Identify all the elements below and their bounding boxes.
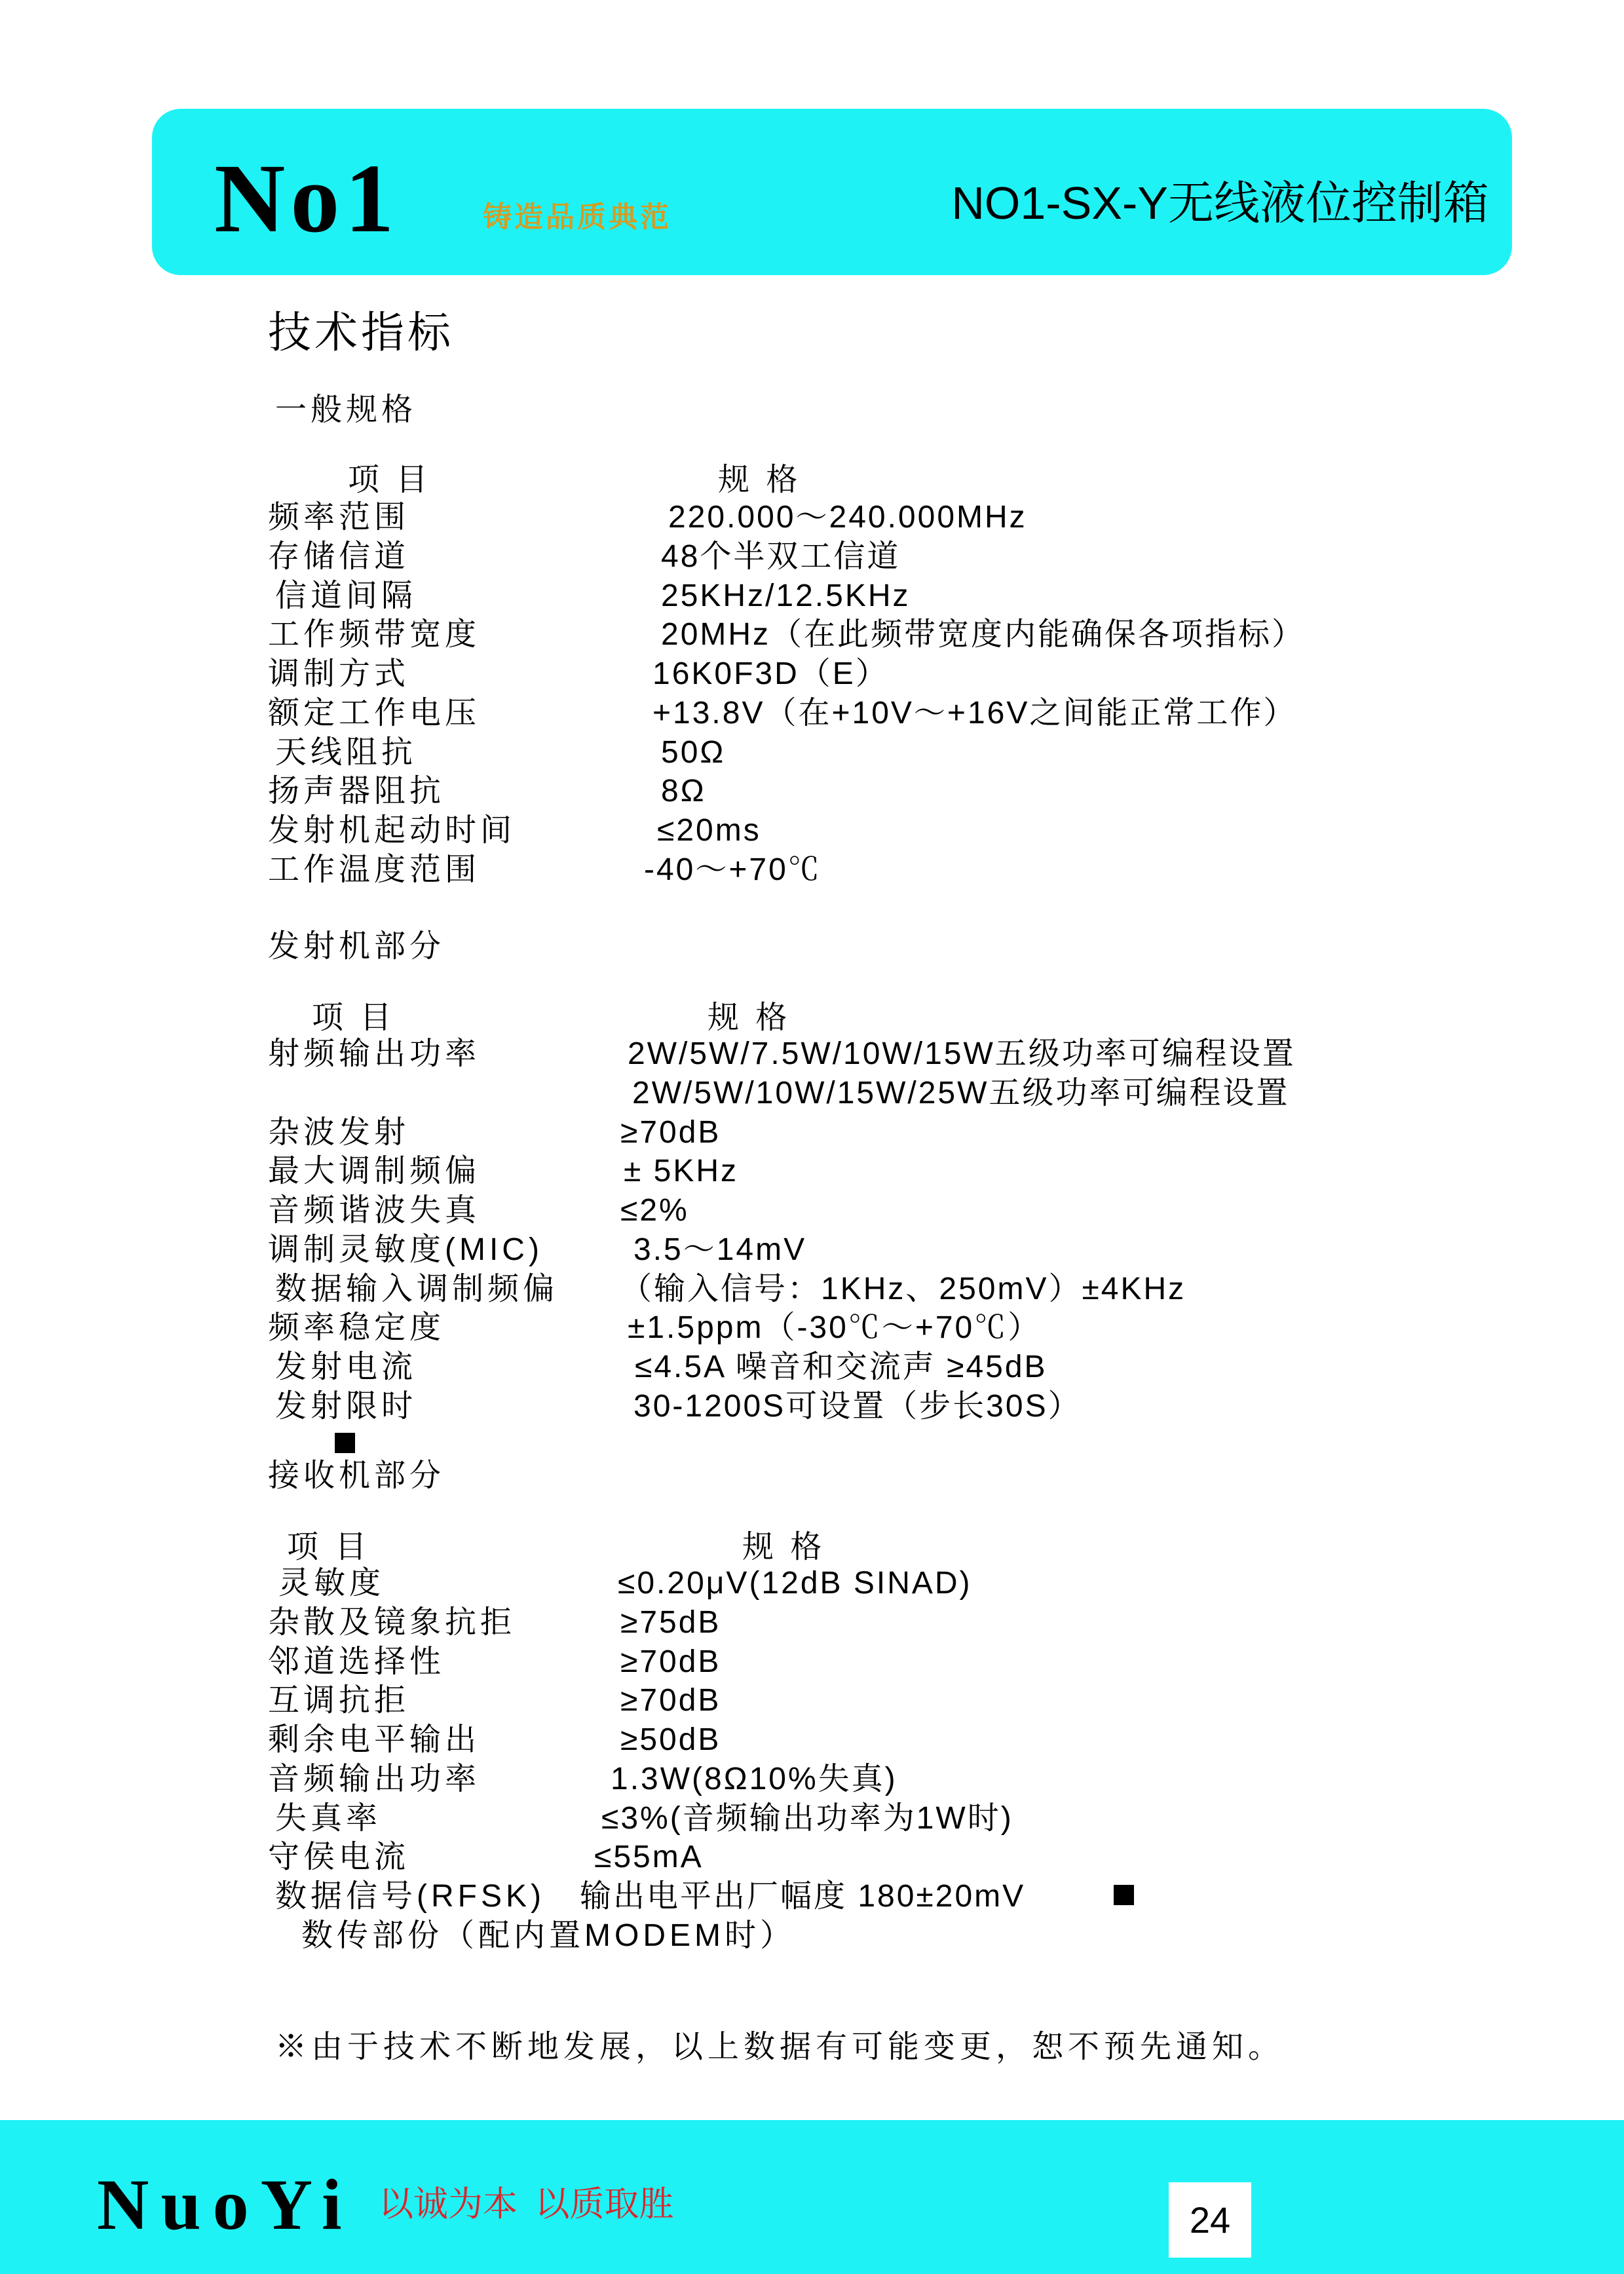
spec-value: +13.8V（在+10V～+16V之间能正常工作）: [652, 696, 1297, 730]
spec-item: 发射电流: [275, 1350, 417, 1384]
spec-row: [0, 1683, 1624, 1718]
spec-row: [0, 500, 1624, 535]
spec-value: 2W/5W/10W/15W/25W五级功率可编程设置: [632, 1076, 1290, 1110]
black-square-marker: [1114, 1885, 1134, 1905]
spec-row: [0, 1350, 1624, 1385]
footer-band: [0, 2120, 1624, 2274]
spec-row: [0, 539, 1624, 575]
spec-value: ≥70dB: [620, 1115, 721, 1150]
spec-item: 频率范围: [268, 500, 410, 535]
spec-row: [0, 774, 1624, 809]
spec-item: 调制灵敏度(MIC): [268, 1232, 543, 1267]
product-title: NO1-SX-Y无线液位控制箱: [951, 178, 1489, 229]
column-header-item: 项 目: [312, 1000, 396, 1035]
spec-row: [0, 1644, 1624, 1680]
spec-value: 8Ω: [661, 774, 706, 808]
spec-item: 射频输出功率: [268, 1036, 481, 1071]
spec-item: 发射限时: [275, 1389, 417, 1424]
spec-row: [0, 656, 1624, 692]
spec-value: 20MHz（在此频带宽度内能确保各项指标）: [661, 617, 1306, 652]
column-header-row: [0, 1530, 1624, 1565]
spec-item: 音频输出功率: [268, 1762, 481, 1796]
spec-item: 杂波发射: [268, 1115, 410, 1150]
spec-row: [0, 1840, 1624, 1875]
spec-item: 最大调制频偏: [268, 1154, 481, 1188]
spec-item: 扬声器阻抗: [268, 774, 445, 808]
spec-item: 数据信号(RFSK): [275, 1879, 545, 1914]
section-heading-receiver: 接收机部分: [268, 1458, 445, 1493]
spec-value: 16K0F3D（E）: [652, 656, 889, 691]
spec-row: [0, 1566, 1624, 1601]
spec-value: ≥75dB: [620, 1605, 721, 1640]
spec-value: ≤3%(音频输出功率为1W时): [601, 1801, 1013, 1836]
disclaimer-note: ※由于技术不断地发展，以上数据有可能变更，恕不预先通知。: [275, 2030, 1285, 2064]
spec-item: 数据输入调制频偏: [275, 1272, 559, 1306]
brand-logo: No1: [214, 144, 400, 253]
spec-row: [0, 1154, 1624, 1189]
data-module-label: 数传部份（配内置MODEM时）: [301, 1918, 795, 1953]
spec-item: 信道间隔: [275, 578, 417, 613]
spec-row: [0, 1036, 1624, 1072]
column-header-item: 项 目: [348, 463, 432, 497]
data-module-row: [0, 1918, 1624, 1954]
spec-value: ≤0.20μV(12dB SINAD): [618, 1566, 972, 1601]
spec-item: 额定工作电压: [268, 696, 481, 730]
spec-item: 调制方式: [268, 656, 410, 691]
spec-item: 频率稳定度: [268, 1310, 445, 1345]
page-number: 24: [1189, 2199, 1231, 2241]
spec-item: 灵敏度: [278, 1566, 385, 1601]
spec-row: [0, 1801, 1624, 1836]
spec-item: 邻道选择性: [268, 1644, 445, 1679]
spec-row: [0, 578, 1624, 614]
spec-value: ≥50dB: [620, 1722, 721, 1757]
spec-value: 输出电平出厂幅度 180±20mV: [580, 1879, 1026, 1914]
spec-item: 杂散及镜象抗拒: [268, 1605, 516, 1640]
spec-row: [0, 1232, 1624, 1268]
spec-row: [0, 1115, 1624, 1150]
spec-value: ≤4.5A 噪音和交流声 ≥45dB: [635, 1350, 1048, 1384]
spec-value: ±1.5ppm（-30℃～+70℃）: [628, 1310, 1042, 1345]
footer-logo: NuoYi: [97, 2165, 354, 2245]
spec-item: 剩余电平输出: [268, 1722, 481, 1757]
spec-item: 天线阻抗: [275, 735, 417, 770]
spec-value: ≤20ms: [657, 813, 761, 848]
column-header-spec: 规 格: [742, 1530, 826, 1564]
spec-item: 工作温度范围: [268, 852, 481, 887]
section-heading-general: 一般规格: [275, 392, 417, 427]
spec-value: 50Ω: [661, 735, 726, 770]
spec-value: 3.5～14mV: [633, 1232, 807, 1267]
spec-row: [0, 735, 1624, 770]
spec-item: 守侯电流: [268, 1840, 410, 1874]
spec-row: [0, 1272, 1624, 1307]
spec-value: ≤55mA: [594, 1840, 704, 1874]
spec-row: [0, 1879, 1624, 1914]
page-title: 技术指标: [268, 308, 454, 356]
spec-row: [0, 1762, 1624, 1797]
spec-row-continuation: [0, 1076, 1624, 1111]
spec-row: [0, 617, 1624, 653]
section-heading-transmitter: 发射机部分: [268, 929, 445, 964]
spec-item: 工作频带宽度: [268, 617, 481, 652]
column-header-spec: 规 格: [718, 463, 802, 497]
spec-value: 1.3W(8Ω10%失真): [611, 1762, 897, 1796]
spec-row: [0, 1605, 1624, 1640]
page-number-box: [1169, 2182, 1251, 2258]
spec-row: [0, 1389, 1624, 1424]
spec-value: -40～+70℃: [644, 852, 821, 887]
spec-item: 存储信道: [268, 539, 410, 574]
spec-item: 失真率: [275, 1801, 382, 1836]
spec-value: （输入信号：1KHz、250mV）±4KHz: [620, 1272, 1186, 1306]
spec-value: ± 5KHz: [624, 1154, 739, 1188]
spec-value: ≥70dB: [620, 1683, 721, 1718]
column-header-item: 项 目: [287, 1530, 371, 1564]
column-header-spec: 规 格: [708, 1000, 791, 1035]
column-header-row: [0, 1000, 1624, 1036]
spec-value: 25KHz/12.5KHz: [661, 578, 911, 613]
spec-value: 2W/5W/7.5W/10W/15W五级功率可编程设置: [628, 1036, 1296, 1071]
column-header-row: [0, 463, 1624, 498]
spec-value: 30-1200S可设置（步长30S）: [633, 1389, 1082, 1424]
spec-row: [0, 696, 1624, 731]
black-square-marker: [335, 1433, 355, 1453]
spec-row: [0, 1722, 1624, 1758]
spec-row: [0, 1310, 1624, 1346]
header-slogan: 铸造品质典范: [483, 201, 671, 233]
spec-row: [0, 813, 1624, 848]
spec-item: 互调抗拒: [268, 1683, 410, 1718]
header-band: [152, 109, 1512, 275]
spec-row: [0, 852, 1624, 888]
spec-item: 发射机起动时间: [268, 813, 516, 848]
spec-value: ≤2%: [620, 1193, 689, 1228]
spec-row: [0, 1193, 1624, 1228]
spec-value: ≥70dB: [620, 1644, 721, 1679]
spec-item: 音频谐波失真: [268, 1193, 481, 1228]
spec-value: 48个半双工信道: [661, 539, 901, 574]
footer-slogan: 以诚为本 以质取胜: [379, 2186, 674, 2224]
spec-value: 220.000～240.000MHz: [668, 500, 1027, 535]
